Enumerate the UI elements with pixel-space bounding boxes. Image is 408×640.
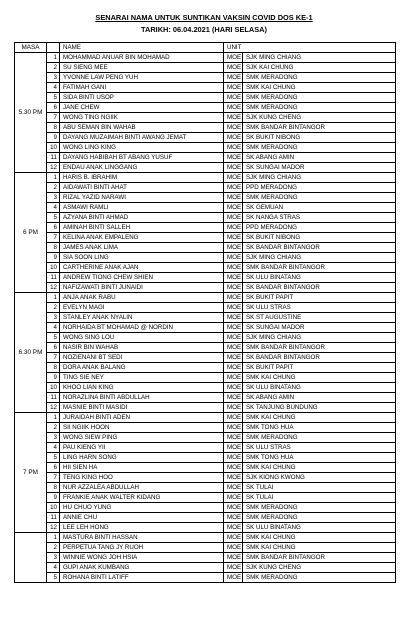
department-cell: MOE: [224, 503, 243, 513]
department-cell: MOE: [224, 113, 243, 123]
row-number-cell: 11: [47, 393, 60, 403]
department-cell: MOE: [224, 263, 243, 273]
school-cell: SJK MING CHIANG: [243, 173, 396, 183]
name-cell: RIZAL YAZID NARAWI: [60, 193, 224, 203]
table-row: [15, 523, 396, 533]
name-cell: CARTHERINE ANAK AJAN: [60, 263, 224, 273]
name-cell: HII SIEN HA: [60, 463, 224, 473]
department-cell: MOE: [224, 433, 243, 443]
school-cell: SJK KUNG CHENG: [243, 563, 396, 573]
table-row: [15, 573, 396, 583]
table-row: [15, 293, 396, 303]
department-cell: MOE: [224, 203, 243, 213]
school-cell: SMK MERADONG: [243, 503, 396, 513]
name-cell: AMINAH BINTI SALLEH: [60, 223, 224, 233]
table-row: [15, 323, 396, 333]
row-number-cell: 4: [47, 443, 60, 453]
table-row: [15, 273, 396, 283]
school-cell: SK ULU BINATANG: [243, 383, 396, 393]
name-cell: ASMAWI RAMLI: [60, 203, 224, 213]
document-date: TARIKH: 06.04.2021 (HARI SELASA): [141, 25, 267, 34]
name-cell: ANDREW TIONG CHEW SHIEN: [60, 273, 224, 283]
table-row: [15, 203, 396, 213]
school-cell: SK SUNGAI MADOR: [243, 163, 396, 173]
table-row: [15, 403, 396, 413]
name-cell: HU CHUO YUNG: [60, 503, 224, 513]
school-cell: SK BANDAR BINTANGOR: [243, 353, 396, 363]
school-cell: SMK KAI CHUNG: [243, 533, 396, 543]
table-row: [15, 233, 396, 243]
table-row: [15, 173, 396, 183]
school-cell: SJK MING CHIANG: [243, 333, 396, 343]
name-cell: DAYANG HABIBAH BT ABANG YUSUF: [60, 153, 224, 163]
department-cell: MOE: [224, 403, 243, 413]
name-cell: MOHAMMAD ANUAR BIN MOHAMAD: [60, 53, 224, 63]
department-cell: MOE: [224, 173, 243, 183]
table-row: [15, 493, 396, 503]
time-slot-cell: 7 PM: [15, 413, 47, 533]
header-unit: UNIT: [224, 43, 396, 53]
row-number-cell: 2: [47, 303, 60, 313]
school-cell: SMK TONG HUA: [243, 453, 396, 463]
row-number-cell: 7: [47, 113, 60, 123]
table-row: [15, 253, 396, 263]
department-cell: MOE: [224, 473, 243, 483]
time-slot-cell: 5.30 PM: [15, 53, 47, 173]
table-row: [15, 113, 396, 123]
table-row: [15, 183, 396, 193]
name-cell: ANNIE CHU: [60, 513, 224, 523]
school-cell: SMK KAI CHUNG: [243, 413, 396, 423]
row-number-cell: 4: [47, 323, 60, 333]
row-number-cell: 3: [47, 313, 60, 323]
table-row: [15, 283, 396, 293]
school-cell: SMK MERADONG: [243, 433, 396, 443]
table-row: [15, 533, 396, 543]
row-number-cell: 12: [47, 283, 60, 293]
table-row: [15, 383, 396, 393]
department-cell: MOE: [224, 363, 243, 373]
department-cell: MOE: [224, 453, 243, 463]
table-row: [15, 213, 396, 223]
name-cell: ROHANA BINTI LATIFF: [60, 573, 224, 583]
department-cell: MOE: [224, 93, 243, 103]
department-cell: MOE: [224, 313, 243, 323]
school-cell: SK TULAI: [243, 483, 396, 493]
row-number-cell: 10: [47, 263, 60, 273]
row-number-cell: 12: [47, 403, 60, 413]
department-cell: MOE: [224, 343, 243, 353]
department-cell: MOE: [224, 273, 243, 283]
school-cell: SK ST AUGUSTINE: [243, 313, 396, 323]
table-row: [15, 353, 396, 363]
department-cell: MOE: [224, 463, 243, 473]
school-cell: SK BUKIT PAPIT: [243, 293, 396, 303]
department-cell: MOE: [224, 73, 243, 83]
row-number-cell: 4: [47, 83, 60, 93]
table-row: [15, 303, 396, 313]
department-cell: MOE: [224, 163, 243, 173]
table-row: [15, 83, 396, 93]
school-cell: SJK KAI CHUNG: [243, 63, 396, 73]
table-row: [15, 223, 396, 233]
school-cell: SK BANDAR BINTANGOR: [243, 243, 396, 253]
row-number-cell: 5: [47, 93, 60, 103]
school-cell: SK ULU BINATANG: [243, 273, 396, 283]
row-number-cell: 1: [47, 53, 60, 63]
row-number-cell: 3: [47, 553, 60, 563]
row-number-cell: 1: [47, 173, 60, 183]
school-cell: SMK KAI CHUNG: [243, 83, 396, 93]
department-cell: MOE: [224, 353, 243, 363]
table-row: [15, 413, 396, 423]
department-cell: MOE: [224, 573, 243, 583]
row-number-cell: 9: [47, 133, 60, 143]
row-number-cell: 2: [47, 423, 60, 433]
department-cell: MOE: [224, 323, 243, 333]
table-row: [15, 93, 396, 103]
table-row: [15, 153, 396, 163]
row-number-cell: 10: [47, 143, 60, 153]
department-cell: MOE: [224, 513, 243, 523]
school-cell: SK ULU STRAS: [243, 303, 396, 313]
name-cell: AIDAWATI BINTI AHAT: [60, 183, 224, 193]
name-cell: NOZIENANI BT SEDI: [60, 353, 224, 363]
table-row: [15, 193, 396, 203]
department-cell: MOE: [224, 543, 243, 553]
row-number-cell: 9: [47, 253, 60, 263]
name-cell: KHOO LIAN KING: [60, 383, 224, 393]
department-cell: MOE: [224, 563, 243, 573]
school-cell: SK ABANG AMIN: [243, 393, 396, 403]
table-row: [15, 73, 396, 83]
department-cell: MOE: [224, 153, 243, 163]
row-number-cell: 5: [47, 333, 60, 343]
department-cell: MOE: [224, 443, 243, 453]
table-row: [15, 243, 396, 253]
row-number-cell: 12: [47, 523, 60, 533]
department-cell: MOE: [224, 423, 243, 433]
department-cell: MOE: [224, 63, 243, 73]
row-number-cell: 7: [47, 353, 60, 363]
table-row: [15, 513, 396, 523]
row-number-cell: 10: [47, 503, 60, 513]
department-cell: MOE: [224, 373, 243, 383]
school-cell: SMK MERADONG: [243, 93, 396, 103]
name-cell: WONG SIEW PING: [60, 433, 224, 443]
row-number-cell: 3: [47, 433, 60, 443]
table-row: [15, 423, 396, 433]
name-cell: NUR AZZALEA ABDULLAH: [60, 483, 224, 493]
row-number-cell: 8: [47, 123, 60, 133]
row-number-cell: 5: [47, 453, 60, 463]
department-cell: MOE: [224, 493, 243, 503]
department-cell: MOE: [224, 383, 243, 393]
row-number-cell: 3: [47, 193, 60, 203]
name-cell: TENG KING HOO: [60, 473, 224, 483]
name-cell: WONG LING KING: [60, 143, 224, 153]
department-cell: MOE: [224, 303, 243, 313]
name-cell: TING SIE NEY: [60, 373, 224, 383]
name-cell: MASNIE BINTI MASIDI: [60, 403, 224, 413]
school-cell: SMK KAI CHUNG: [243, 463, 396, 473]
name-cell: NORAZLINA BINTI ABDULLAH: [60, 393, 224, 403]
school-cell: SJK KIONG KWONG: [243, 473, 396, 483]
row-number-cell: 9: [47, 493, 60, 503]
table-row: [15, 553, 396, 563]
row-number-cell: 8: [47, 363, 60, 373]
name-cell: HARIS B. IBRAHIM: [60, 173, 224, 183]
department-cell: MOE: [224, 333, 243, 343]
school-cell: PPD MERADONG: [243, 183, 396, 193]
time-slot-cell: 6.30 PM: [15, 293, 47, 413]
row-number-cell: 10: [47, 383, 60, 393]
name-cell: MASTURA BINTI HASSAN: [60, 533, 224, 543]
table-row: [15, 263, 396, 273]
row-number-cell: 4: [47, 563, 60, 573]
school-cell: SMK BANDAR BINTANGOR: [243, 123, 396, 133]
name-cell: STANLEY ANAK NYALIN: [60, 313, 224, 323]
name-cell: EVELYN MAGI: [60, 303, 224, 313]
row-number-cell: 11: [47, 273, 60, 283]
school-cell: SK ULU STRAS: [243, 443, 396, 453]
department-cell: MOE: [224, 283, 243, 293]
name-cell: WONG TING NGIIK: [60, 113, 224, 123]
row-number-cell: 6: [47, 343, 60, 353]
name-cell: JAMES ANAK LIMA: [60, 243, 224, 253]
school-cell: SMK BANDAR BINTANGOR: [243, 343, 396, 353]
school-cell: SJK KUNG CHENG: [243, 113, 396, 123]
row-number-cell: 1: [47, 413, 60, 423]
school-cell: SJK MING CHIANG: [243, 253, 396, 263]
table-row: [15, 313, 396, 323]
name-cell: NAFIZAWATI BINTI JUNAIDI: [60, 283, 224, 293]
document-title: SENARAI NAMA UNTUK SUNTIKAN VAKSIN COVID DOS KE-1: [95, 13, 313, 22]
row-number-cell: 8: [47, 483, 60, 493]
school-cell: SK ULU BINATANG: [243, 523, 396, 533]
table-row: [15, 373, 396, 383]
department-cell: MOE: [224, 483, 243, 493]
row-number-cell: 1: [47, 533, 60, 543]
name-cell: SU SIENG MEE: [60, 63, 224, 73]
table-body: [15, 53, 396, 583]
table-row: [15, 103, 396, 113]
table-row: [15, 463, 396, 473]
department-cell: MOE: [224, 133, 243, 143]
table-row: [15, 343, 396, 353]
school-cell: SK BUKIT NIBONG: [243, 233, 396, 243]
table-header-row: [15, 43, 396, 53]
name-cell: KELINA ANAK EMPALENG: [60, 233, 224, 243]
table-row: [15, 123, 396, 133]
row-number-cell: 8: [47, 243, 60, 253]
table-row: [15, 563, 396, 573]
school-cell: SK ABANG AMIN: [243, 153, 396, 163]
name-cell: SII NGIIK HOON: [60, 423, 224, 433]
time-slot-cell: [15, 533, 47, 583]
row-number-cell: 6: [47, 223, 60, 233]
department-cell: MOE: [224, 413, 243, 423]
department-cell: MOE: [224, 103, 243, 113]
name-cell: LEE LEH HONG: [60, 523, 224, 533]
department-cell: MOE: [224, 523, 243, 533]
header-name: NAME: [60, 43, 224, 53]
department-cell: MOE: [224, 233, 243, 243]
table-row: [15, 143, 396, 153]
name-cell: PERPETUA TANG JY RUOH: [60, 543, 224, 553]
department-cell: MOE: [224, 393, 243, 403]
name-cell: SIDA BINTI USOP: [60, 93, 224, 103]
school-cell: SMK TONG HUA: [243, 423, 396, 433]
row-number-cell: 12: [47, 163, 60, 173]
table-row: [15, 53, 396, 63]
department-cell: MOE: [224, 213, 243, 223]
name-cell: SIA SOON LING: [60, 253, 224, 263]
school-cell: SK NANGA STRAS: [243, 213, 396, 223]
row-number-cell: 9: [47, 373, 60, 383]
school-cell: PPD MERADONG: [243, 223, 396, 233]
department-cell: MOE: [224, 183, 243, 193]
table-row: [15, 503, 396, 513]
row-number-cell: 6: [47, 463, 60, 473]
name-cell: JANE CHEW: [60, 103, 224, 113]
row-number-cell: 4: [47, 203, 60, 213]
name-cell: ABU SEMAN BIN WAHAB: [60, 123, 224, 133]
school-cell: SK TANJUNG BUNDUNG: [243, 403, 396, 413]
name-cell: NASIR BIN WAHAB: [60, 343, 224, 353]
row-number-cell: 5: [47, 213, 60, 223]
table-row: [15, 133, 396, 143]
header-masa: MASA: [15, 43, 47, 53]
name-cell: DORA ANAK BALANG: [60, 363, 224, 373]
school-cell: SMK MERADONG: [243, 513, 396, 523]
department-cell: MOE: [224, 143, 243, 153]
school-cell: SMK BANDAR BINTANGOR: [243, 553, 396, 563]
school-cell: SMK BANDAR BINTANGOR: [243, 263, 396, 273]
department-cell: MOE: [224, 53, 243, 63]
department-cell: MOE: [224, 193, 243, 203]
table-row: [15, 63, 396, 73]
row-number-cell: 2: [47, 183, 60, 193]
department-cell: MOE: [224, 223, 243, 233]
school-cell: SMK MERADONG: [243, 143, 396, 153]
department-cell: MOE: [224, 123, 243, 133]
department-cell: MOE: [224, 253, 243, 263]
table-row: [15, 393, 396, 403]
name-cell: JURAIDAH BINTI ADEN: [60, 413, 224, 423]
row-number-cell: 7: [47, 233, 60, 243]
name-cell: WONG SING LOU: [60, 333, 224, 343]
table-row: [15, 543, 396, 553]
department-cell: MOE: [224, 553, 243, 563]
table-row: [15, 443, 396, 453]
row-number-cell: 11: [47, 513, 60, 523]
table-row: [15, 483, 396, 493]
name-cell: PAU KIENG YII: [60, 443, 224, 453]
row-number-cell: 1: [47, 293, 60, 303]
school-cell: SMK KAI CHUNG: [243, 543, 396, 553]
name-cell: WINNIE WONG JOH HSIA: [60, 553, 224, 563]
school-cell: SMK MERADONG: [243, 73, 396, 83]
school-cell: SK BANDAR BINTANGOR: [243, 283, 396, 293]
department-cell: MOE: [224, 83, 243, 93]
school-cell: SMK KAI CHUNG: [243, 373, 396, 383]
school-cell: SK BUKIT NIBONG: [243, 133, 396, 143]
row-number-cell: 2: [47, 543, 60, 553]
department-cell: MOE: [224, 293, 243, 303]
school-cell: SMK MERADONG: [243, 103, 396, 113]
department-cell: MOE: [224, 243, 243, 253]
name-cell: DAYANG MUZAIMAH BINTI AWANG JEMAT: [60, 133, 224, 143]
row-number-cell: 5: [47, 573, 60, 583]
name-cell: NORHAIDA BT MOHAMAD @ NORDIN: [60, 323, 224, 333]
header-bil: [47, 43, 60, 53]
name-cell: FRANKIE ANAK WALTER KIDANG: [60, 493, 224, 503]
name-cell: GUPI ANAK KUMBANG: [60, 563, 224, 573]
table-row: [15, 163, 396, 173]
table-row: [15, 433, 396, 443]
row-number-cell: 11: [47, 153, 60, 163]
name-cell: AZYANA BINTI AHMAD: [60, 213, 224, 223]
department-cell: MOE: [224, 533, 243, 543]
name-cell: LING HARN SONG: [60, 453, 224, 463]
school-cell: SK TULAI: [243, 493, 396, 503]
row-number-cell: 3: [47, 73, 60, 83]
school-cell: SJK MING CHIANG: [243, 53, 396, 63]
name-cell: YVONNE LAW PENG YUH: [60, 73, 224, 83]
row-number-cell: 7: [47, 473, 60, 483]
row-number-cell: 6: [47, 103, 60, 113]
table-row: [15, 333, 396, 343]
row-number-cell: 2: [47, 63, 60, 73]
name-cell: FATIMAH GANI: [60, 83, 224, 93]
table-row: [15, 473, 396, 483]
school-cell: SK SUNGAI MADOR: [243, 323, 396, 333]
school-cell: SK BUKIT PAPIT: [243, 363, 396, 373]
time-slot-cell: 6 PM: [15, 173, 47, 293]
name-cell: ENDAU ANAK LINGGANG: [60, 163, 224, 173]
school-cell: SMK MERADONG: [243, 573, 396, 583]
vaccine-schedule-table: [14, 42, 396, 583]
school-cell: SMK MERADONG: [243, 193, 396, 203]
school-cell: SK GEMUAN: [243, 203, 396, 213]
table-row: [15, 363, 396, 373]
table-row: [15, 453, 396, 463]
name-cell: ANJA ANAK RABU: [60, 293, 224, 303]
